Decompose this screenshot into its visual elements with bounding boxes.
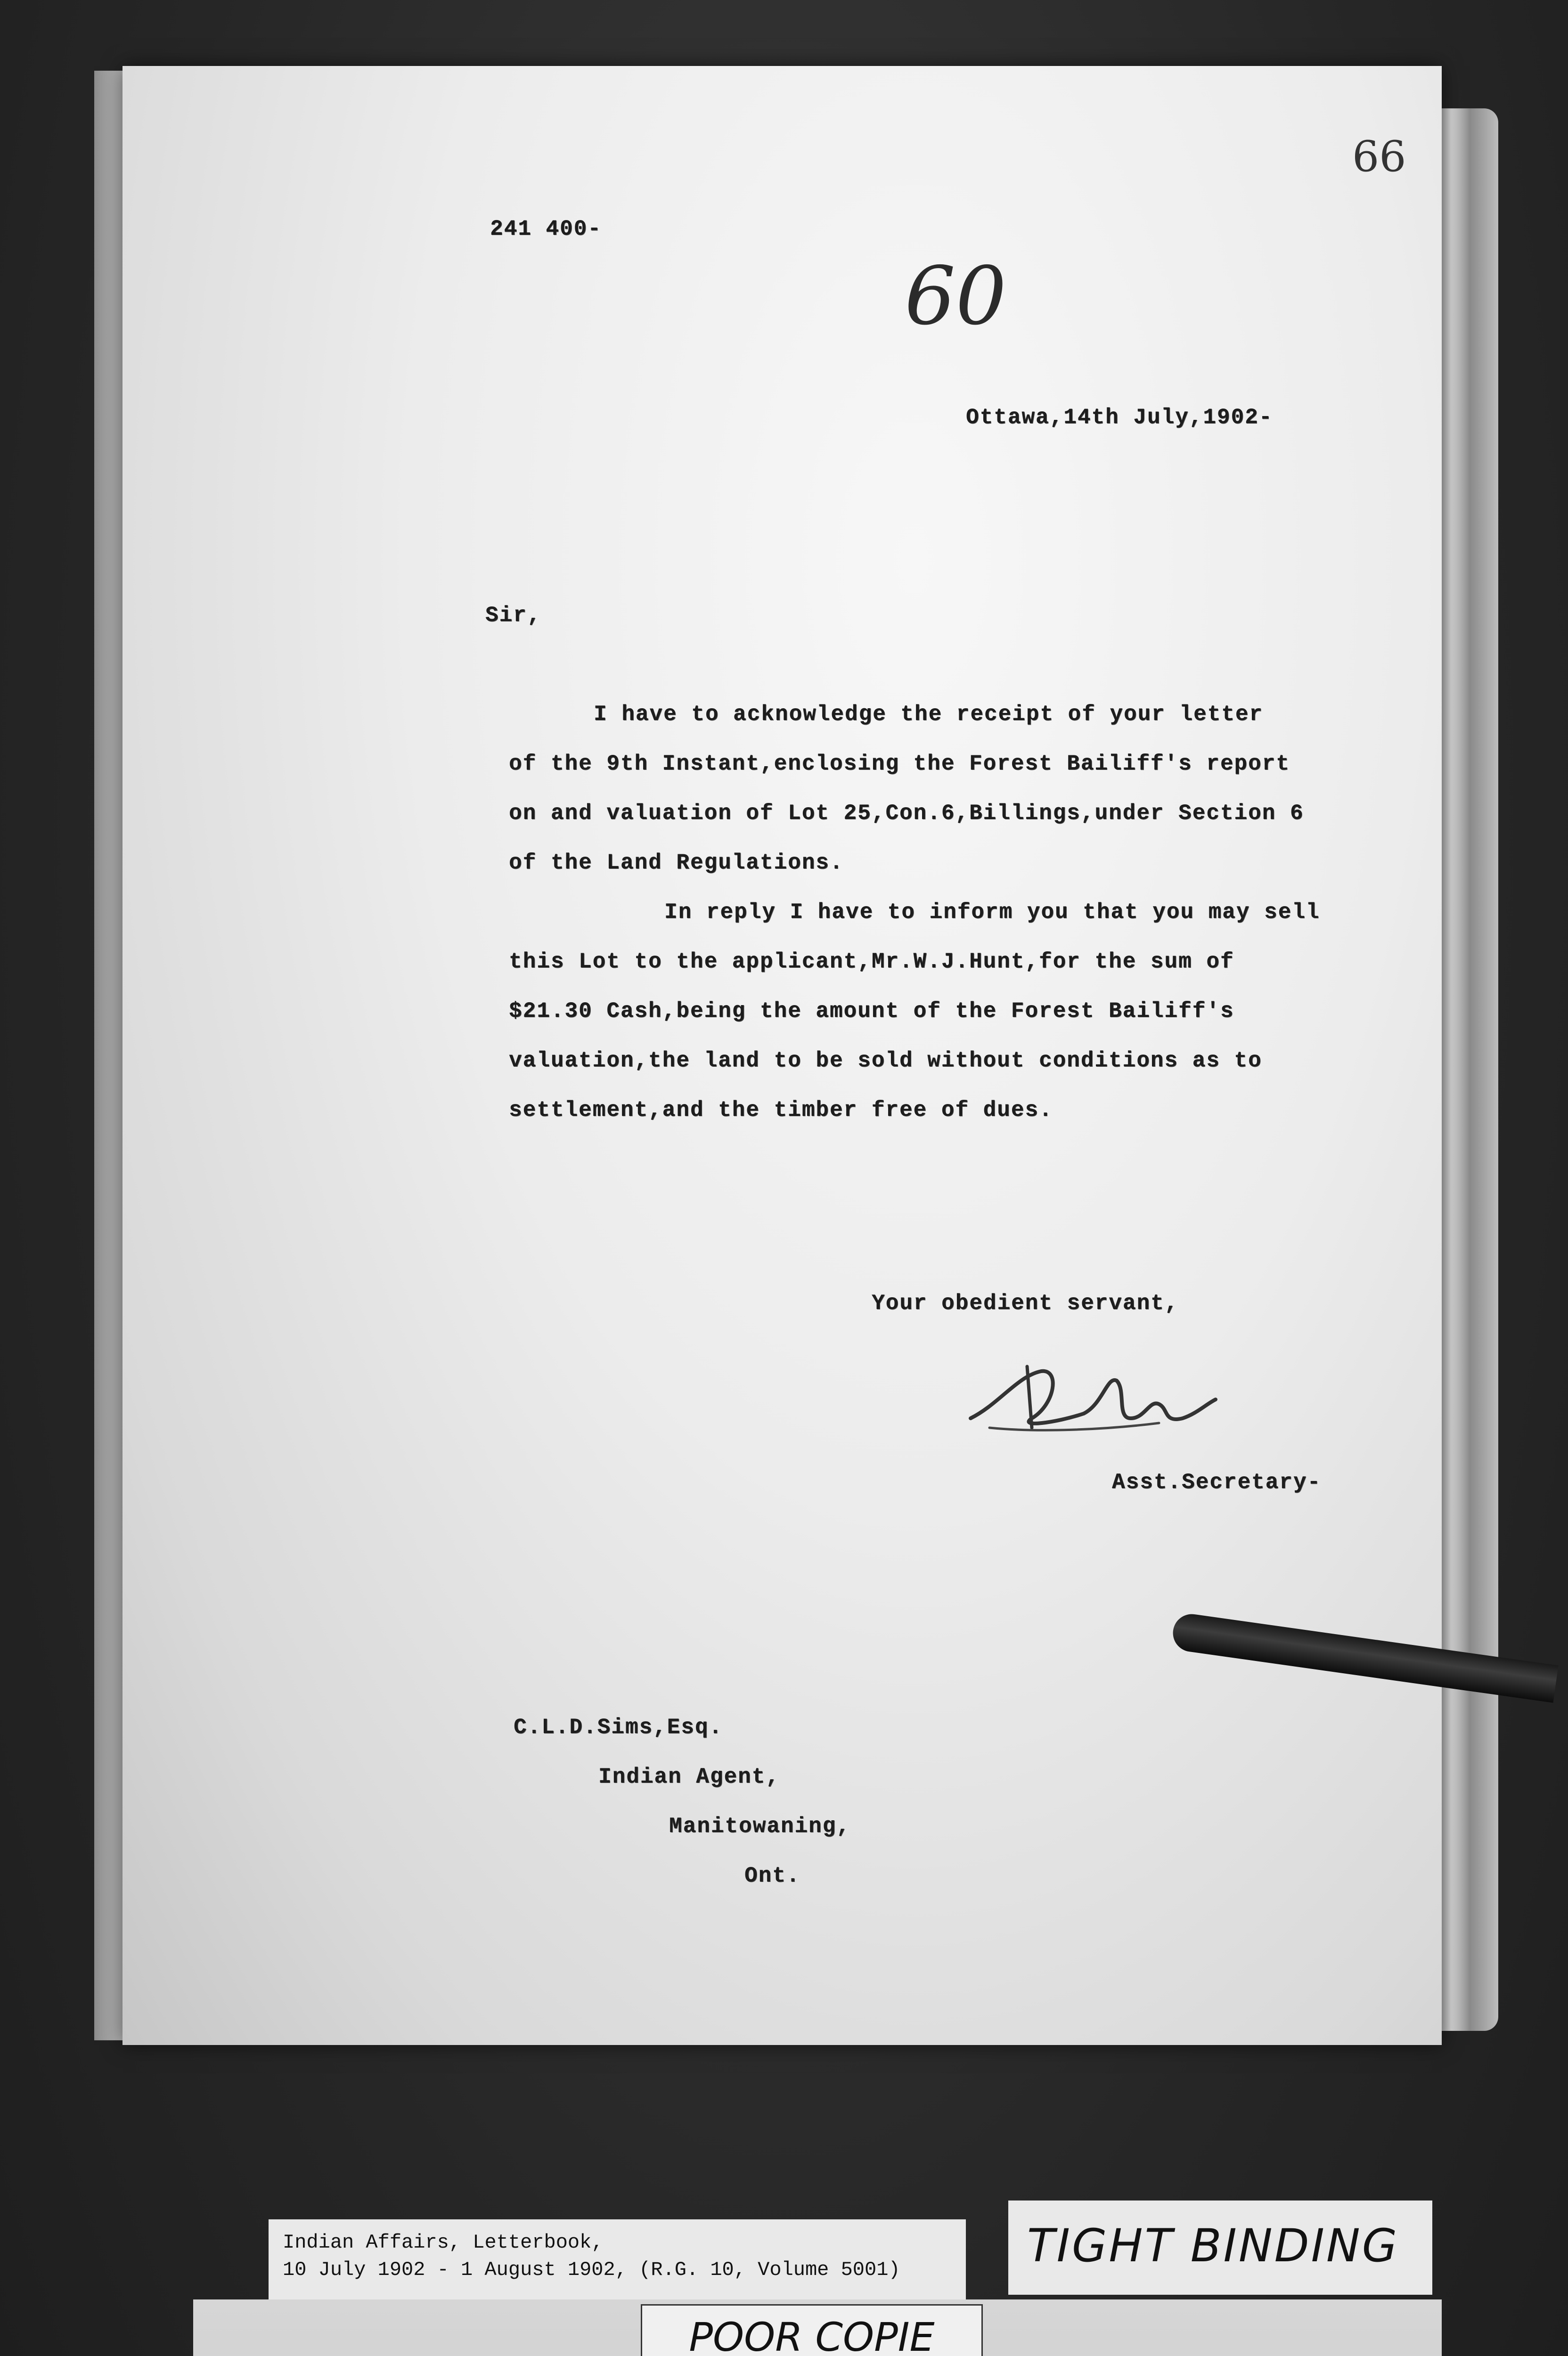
addressee-province: Ont. [744,1864,800,1888]
folio-number: 66 [1352,132,1406,181]
signature-title: Asst.Secretary- [1112,1470,1322,1495]
signature [961,1348,1225,1451]
file-reference: 241 400- [490,217,602,241]
source-label-line1: Indian Affairs, Letterbook, [283,2231,604,2254]
body-line: on and valuation of Lot 25,Con.6,Billings,under Section 6 [509,801,1304,826]
addressee-name: C.L.D.Sims,Esq. [514,1715,723,1740]
addressee-title: Indian Agent, [598,1765,780,1789]
body-line: $21.30 Cash,being the amount of the Forest Bailiff's [509,999,1234,1023]
poor-copy-note: POOR COPIE [689,2314,935,2356]
body-line: of the Land Regulations. [509,851,844,875]
letter-page [122,66,1442,2045]
source-label [269,2219,966,2299]
body-line: valuation,the land to be sold without conditions as to [509,1048,1262,1073]
body-line: I have to acknowledge the receipt of your letter [594,702,1264,727]
body-line: settlement,and the timber free of dues. [509,1098,1053,1122]
dateline: Ottawa,14th July,1902- [966,405,1273,430]
body-line: of the 9th Instant,enclosing the Forest Bailiff's report [509,752,1290,776]
tight-binding-label [1008,2201,1432,2295]
closing: Your obedient servant, [872,1291,1179,1316]
tight-binding-note: TIGHT BINDING [1027,2219,1399,2272]
body-line: In reply I have to inform you that you may sell [664,900,1320,924]
archives-banner [193,2299,1442,2356]
poor-copy-box [641,2304,983,2356]
salutation: Sir, [485,603,541,628]
body-line: this Lot to the applicant,Mr.W.J.Hunt,for the sum of [509,949,1234,974]
addressee-place: Manitowaning, [669,1814,850,1839]
handwritten-mark: 60 [905,250,1007,343]
source-label-line2: 10 July 1902 - 1 August 1902, (R.G. 10, Volume 5001) [283,2258,900,2281]
